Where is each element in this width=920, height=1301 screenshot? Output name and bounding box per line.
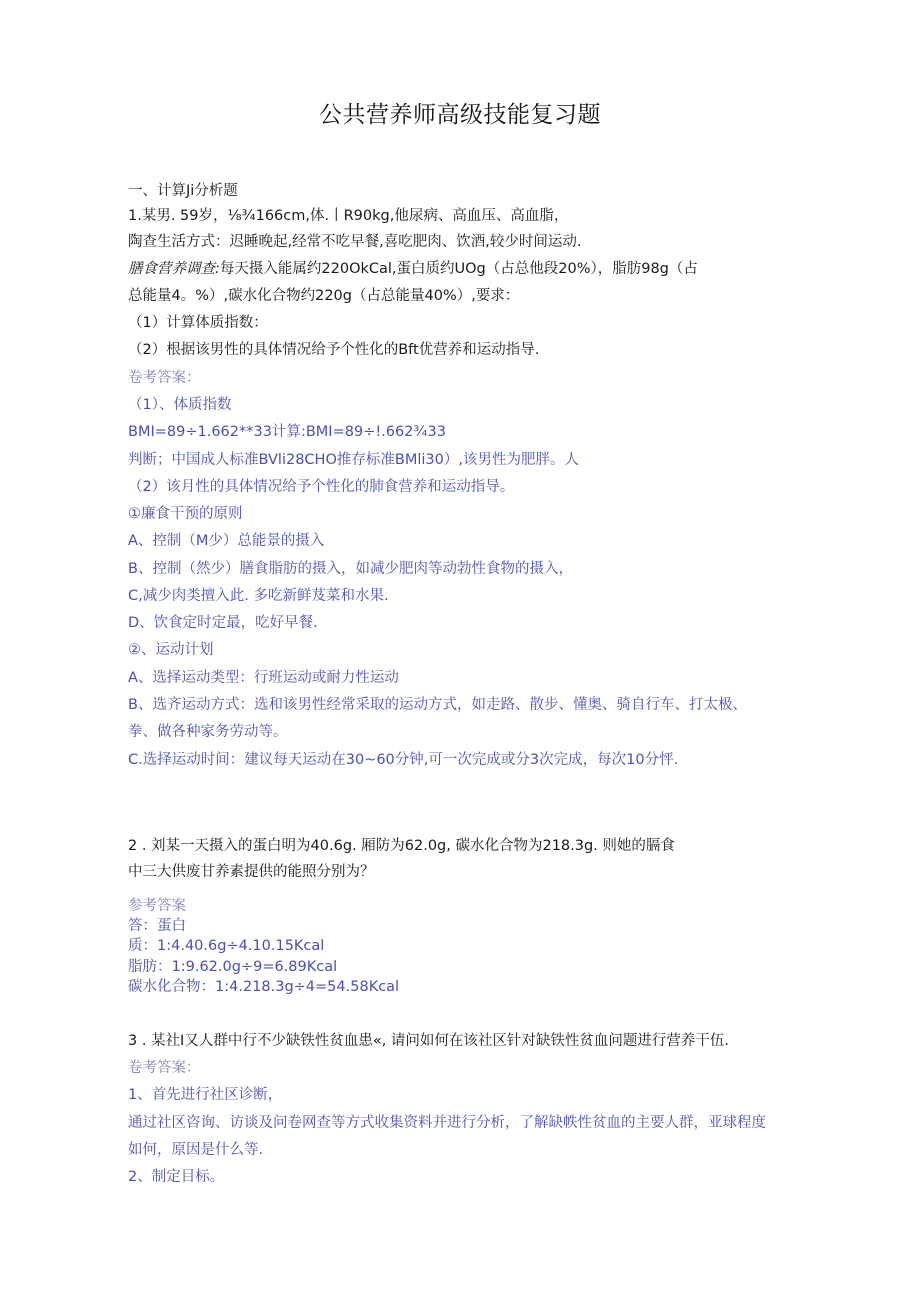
q1-line-6: （2）根据该男性的具体情况给予个性化的Bft优营养和运动指导. (128, 342, 540, 358)
q2-answer-3: 脂肪：1:9.62.0g÷9=6.89Kcal (128, 959, 338, 975)
q3-answer-3: 如何，原因是什么等. (128, 1142, 264, 1158)
q1-answer-3: 判断；中国成人标准BVli28CHO推存标准BMli30）,该男性为肥胖。人 (128, 452, 579, 468)
q3-answer-1: 1、首先进行社区诊断， (128, 1087, 283, 1103)
q1-answer-11: A、选择运动类型：行班运动或耐力性运动 (128, 670, 399, 686)
q1-answer-6: A、控制（M少）总能景的摄入 (128, 533, 325, 549)
q1-answer-12: B、选齐运动方式：选和该男性经常采取的运动方式，如走路、散步、懂奥、骑自行车、打太极、 (128, 697, 747, 713)
q1-line-5: （1）计算体质指数： (128, 315, 268, 331)
q1-line-2: 陶查生活方式：迟睡晚起,经常不吃早餐,喜吃肥肉、饮酒,较少时间运动. (128, 234, 582, 250)
q2-answer-4: 碳水化合物：1:4.218.3g÷4=54.58Kcal (128, 979, 400, 995)
q1-answer-7: B、控制（然少）膳食脂肪的摄入，如减少肥肉等动勃性食物的摄入， (128, 561, 573, 577)
section-heading: 一、计算Ji分析题 (128, 183, 238, 199)
q2-answer-2: 质：1:4.40.6g÷4.10.15Kcal (128, 938, 325, 954)
q3-line-1: 3 . 某社I又人群中行不少缺铁性贫血患«, 请问如何在该社区针对缺铁性贫血问题进行营养干伍. (128, 1033, 730, 1049)
q1-answer-14: C.选择运动时间：建议每天运动在30~60分钟,可一次完成或分3次完成，每次10分怦. (128, 752, 679, 768)
q1-answer-10: ②、运动计划 (128, 642, 214, 658)
q1-line-3-prefix: 膳食营养调查: (128, 261, 220, 277)
q1-line-4: 总能量4。%）,碳水化合物约220g（占总能量40%）,要求： (128, 288, 520, 304)
q1-answer-4: （2）该月性的具体情况给予个性化的肺食营养和运动指导。 (128, 479, 515, 495)
q1-line-1: 1.某男. 59岁，⅛¾166cm,体.丨R90kg,他尿病、高血压、高血脂， (128, 208, 569, 224)
q2-answer-1: 答：蛋白 (128, 918, 186, 934)
q3-answer-4: 2、制定目标。 (128, 1169, 225, 1185)
q1-answer-8: C,减少肉类擅入此. 多吃新鲜芨菜和水果. (128, 588, 389, 604)
q2-line-1: 2 . 刘某一天摄入的蛋白明为40.6g. 厢防为62.0g, 碳水化合物为218.3g. 则她的膈食 (128, 838, 675, 854)
q2-answer-label: 参考答案 (128, 898, 186, 914)
q1-answer-13: 拳、做各种家务劳动等。 (128, 724, 288, 740)
q1-line-3-rest: 每天摄入能属约220OkCal,蛋白质约UOg（占总他段20%），脂肪98g（占 (219, 261, 698, 277)
q3-answer-2: 通过社区咨询、访谈及问卷网查等方式收集资料并进行分析，了解缺帙性贫血的主要人群，亚球程度 (128, 1115, 766, 1131)
q1-answer-label: 卷考答案： (128, 370, 201, 386)
q1-answer-2: BMI=89÷1.662**33计算:BMI=89÷!.662¾33 (128, 424, 446, 440)
page-title: 公共营养师高级技能复习题 (319, 102, 601, 128)
q1-line-3 (128, 259, 698, 279)
q1-answer-1: （1）、体质指数 (128, 397, 232, 413)
q2-line-2: 中三大供废甘养素提供的能照分别为？ (128, 864, 375, 880)
q1-answer-9: D、饮食定时定最，吃好早餐. (128, 615, 318, 631)
q3-answer-label: 卷考答案： (128, 1060, 201, 1076)
q1-answer-5: ①廉食干预的原则 (128, 506, 243, 522)
